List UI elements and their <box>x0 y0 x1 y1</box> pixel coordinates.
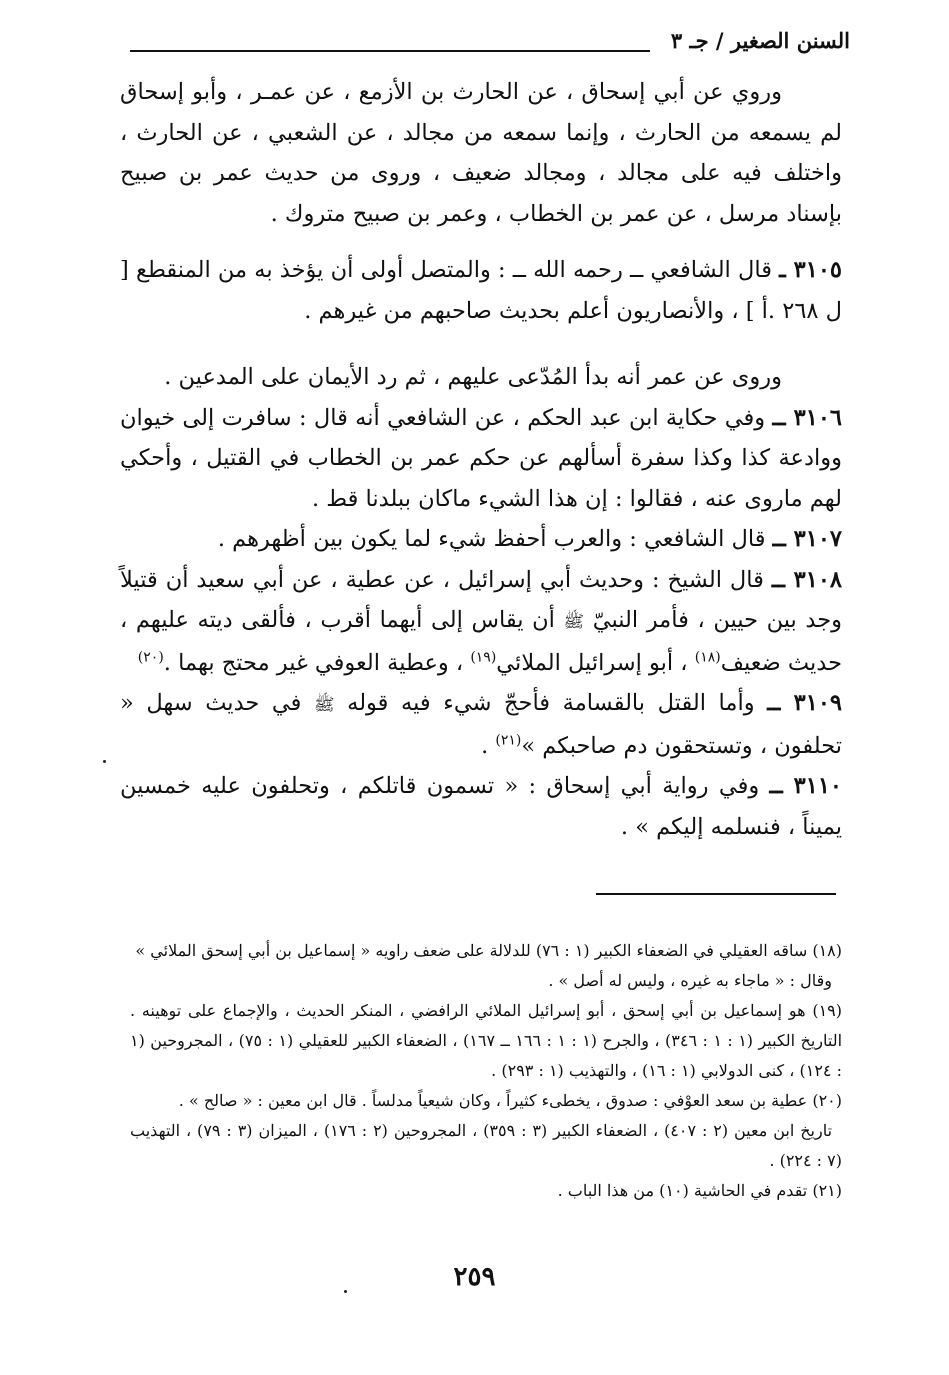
footnote-18: (١٨) ساقه العقيلي في الضعفاء الكبير (١ : ٧٦) للدلالة على ضعف راويه « إسماعيل بن أبي إسحق الملائي » <box>135 941 842 960</box>
paragraph-3109-text-b: في حديث سهل « تحلفون ، وتستحقون دم صاحبكم » <box>120 690 842 759</box>
paragraph-3106-text: وفي حكاية ابن عبد الحكم ، عن الشافعي أنه قال : سافرت إلى خيوان ووادعة كذا وكذا سفرة أسألهم عن حكم عمر بن الخطاب في القتيل ، وأحكي لهم ماروى عنه ، فقالوا : إن هذا الشيء ماكان ببلدنا قط . <box>120 404 842 512</box>
footnote-ref-19: (١٩) <box>470 649 497 665</box>
hadith-number-3105: ٣١٠٥ ـ <box>779 257 842 283</box>
running-header <box>130 28 850 58</box>
paragraph-3109-text-c: . <box>481 732 496 759</box>
paragraph-3105-text: قال الشافعي ــ رحمه الله ــ : والمتصل أولى أن يؤخذ به من المنقطع [ ل ٢٦٨ .أ ] ، والأنصاريون أعلم بحديث صاحبهم من غيرهم . <box>120 257 842 324</box>
footnote-rule <box>596 893 836 895</box>
paragraph-3108-text-c: ، أبو إسرائيل الملائي <box>496 649 695 676</box>
header-rule <box>130 50 650 52</box>
footnote-20: (٢٠) عطية بن سعد العوْفي : صدوق ، يخطىء كثيراً ، وكان شيعياً مدلساً . قال ابن معين : « صالح » . <box>178 1091 842 1110</box>
paragraph-3109-text-a: وأما القتل بالقسامة فأحجّ شيء فيه قوله <box>334 690 768 716</box>
main-text <box>120 72 842 847</box>
paragraph-3106 <box>120 398 842 520</box>
footnote-20-continued: تاريخ ابن معين (٢ : ٤٠٧) ، الضعفاء الكبير (٣ : ٣٥٩) ، المجروحين (٢ : ١٧٦) ، الميزان (٣ : ٧٩) ، التهذيب (٧ : ٢٢٤) . <box>130 1121 842 1170</box>
paragraph-3110 <box>120 766 842 847</box>
scan-speck <box>103 760 106 763</box>
paragraph-intro: وروي عن أبي إسحاق ، عن الحارث بن الأزمع ، عن عمـر ، وأبو إسحاق لم يسمعه من الحارث ، وإنما سمعه من مجالد ، عن الشعبي ، عن الحارث ، واختلف فيه على مجالد ، ومجالد ضعيف ، وروى من حديث عمر بن صبيح بإسناد مرسل ، عن عمر بن الخطاب ، وعمر بن صبيح متروك . <box>120 79 842 227</box>
paragraph-3108-text-d: ، وعطية العوفي غير محتج بهما . <box>163 649 471 676</box>
paragraph-3109 <box>120 683 842 766</box>
header-title: السنن الصغير / جـ ٣ <box>670 28 850 53</box>
footnotes <box>130 936 842 1206</box>
paragraph-umar: وروى عن عمر أنه بدأ المُدّعى عليهم ، ثم رد الأيمان على المدعين . <box>164 364 782 390</box>
paragraph-3108 <box>120 560 842 684</box>
footnote-19: (١٩) هو إسماعيل بن أبي إسحق ، أبو إسرائيل الملائي الرافضي ، المنكر الحديث ، والإجماع على توهينه . التاريخ الكبير (١ : ١ : ٣٤٦) ، والجرح (١ : ١ : ١٦٦ ــ ١٦٧) ، الضعفاء الكبير للعقيلي (١ : ٧٥) ، المجروحين (١ : ١٢٤) ، كنى الدولابي (١ : ١٦) ، والتهذيب (١ : ٢٩٣) . <box>130 1001 843 1080</box>
paragraph-3110-text: وفي رواية أبي إسحاق : « تسمون قاتلكم ، وتحلفون عليه خمسين يميناً ، فنسلمه إليكم » . <box>120 773 842 840</box>
hadith-number-3109: ٣١٠٩ ــ <box>767 690 842 716</box>
hadith-number-3106: ٣١٠٦ ــ <box>772 404 842 431</box>
footnote-ref-18: (١٨) <box>694 649 721 665</box>
footnote-ref-20: (٢٠) <box>137 649 164 665</box>
scan-speck <box>344 1290 347 1293</box>
paragraph-3108-text-a: قال الشيخ : وحديث أبي إسرائيل ، عن عطية ، عن أبي سعيد أن قتيلاً وجد بين حيين ، فأمر النبيّ <box>120 566 842 633</box>
paragraph-3108-text-b: أن يقاس إلى أيهما أقرب ، فألقى ديته عليهم ، حديث ضعيف <box>120 607 842 676</box>
page-number: ٢٥٩ <box>453 1262 496 1292</box>
hadith-number-3108: ٣١٠٨ ــ <box>771 566 842 593</box>
footnote-21: (٢١) تقدم في الحاشية (١٠) من هذا الباب . <box>557 1181 842 1200</box>
footnote-18-continued: وقال : « ماجاء به غيره ، وليس له أصل » . <box>548 971 832 990</box>
salutation-glyph: ﷺ <box>314 695 335 715</box>
hadith-number-3110: ٣١١٠ ــ <box>769 773 842 799</box>
paragraph-3107-text: قال الشافعي : والعرب أحفظ شيء لما يكون بين أظهرهم . <box>217 526 773 552</box>
paragraph-3105 <box>120 250 842 331</box>
hadith-number-3107: ٣١٠٧ ــ <box>772 526 842 552</box>
paragraph-3107 <box>120 519 842 560</box>
footnote-ref-21: (٢١) <box>495 732 522 748</box>
salutation-glyph: ﷺ <box>563 612 585 632</box>
